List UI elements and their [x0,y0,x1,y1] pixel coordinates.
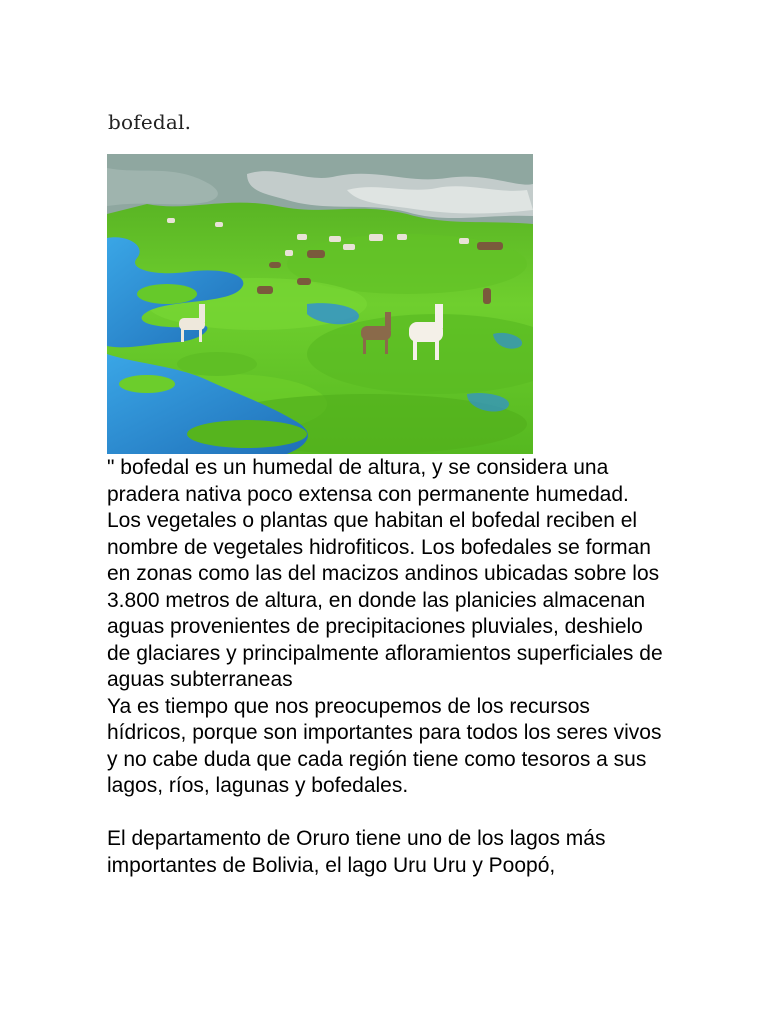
paragraph-oruro-lakes: El departamento de Oruro tiene uno de los lagos más importantes de Bolivia, el lago Uru Uru y Poopó, [107,827,606,877]
paragraph-bofedal-definition: " bofedal es un humedal de altura, y se considera una pradera nativa poco extensa con permanente humedad. Los vegetales o plantas que habitan el bofedal reciben el nombre de vegetales hidrofiticos. Los bofedales se forman en zonas como las del macizos andinos ubicadas sobre los 3.800 metros de altura, en donde las planicies almacenan aguas provenientes de precipitaciones pluviales, deshielo de glaciares y principalmente afloramientos superficiales de aguas subterraneas [107,456,663,691]
bofedal-photo [107,154,533,454]
body-text [107,455,667,879]
paragraph-water-resources: Ya es tiempo que nos preocupemos de los recursos hídricos, porque son importantes para todos los seres vivos y no cabe duda que cada región tiene como tesoros a sus lagos, ríos, lagunas y bofedales. [107,694,662,797]
image-caption: bofedal. [108,110,192,134]
paragraph-spacer [107,800,667,827]
